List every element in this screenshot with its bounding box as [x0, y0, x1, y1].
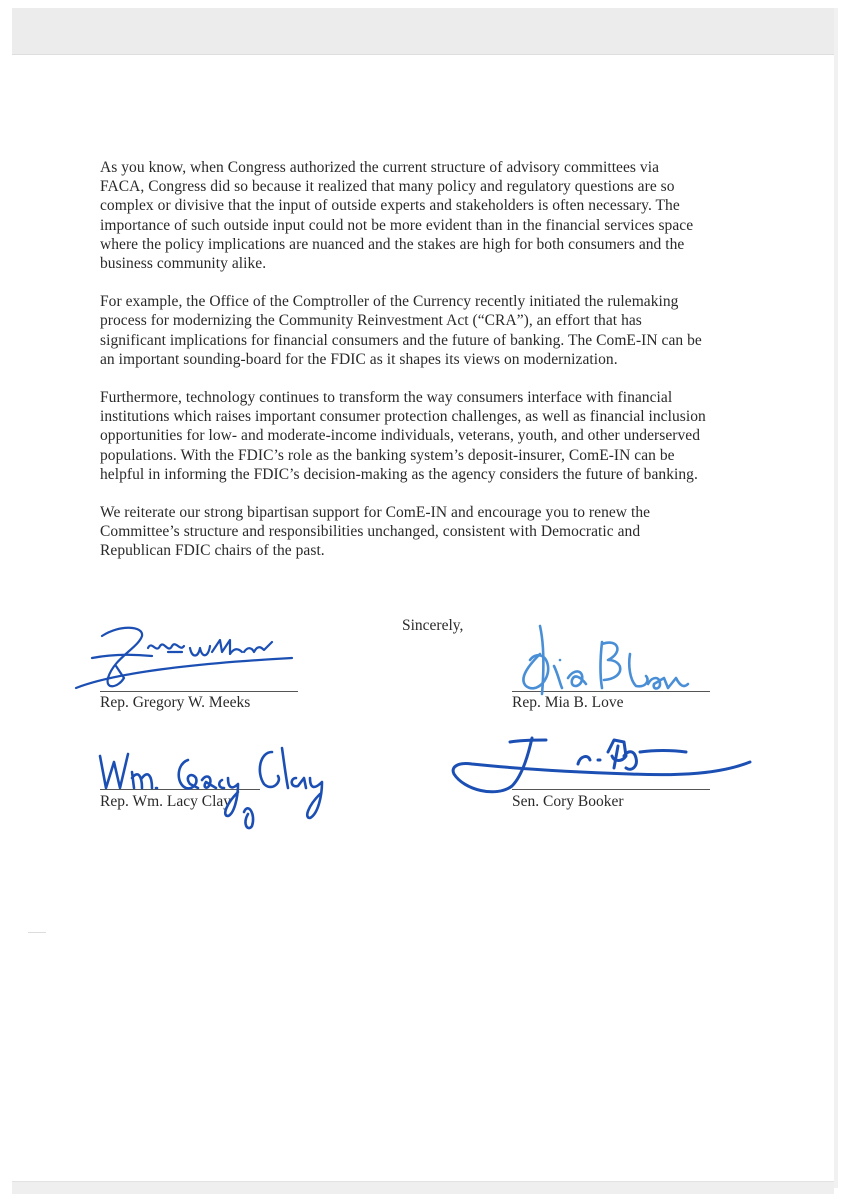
- text-line: complex or divisive that the input of outside experts and stakeholders is often necessary. The: [100, 197, 680, 215]
- signature-clay: [92, 732, 342, 832]
- signer-name-booker: Sen. Cory Booker: [512, 793, 624, 810]
- signer-name-love: Rep. Mia B. Love: [512, 694, 624, 711]
- text-line: Furthermore, technology continues to transform the way consumers interface with financial: [100, 389, 673, 407]
- text-line: helpful in informing the FDIC’s decision-making as the agency considers the future of banking.: [100, 465, 698, 483]
- text-line: business community alike.: [100, 255, 267, 273]
- paragraph-faca: [100, 158, 750, 273]
- text-line: institutions which raises important consumer protection challenges, as well as financial inclusion: [100, 408, 706, 426]
- signature-booker: [450, 732, 760, 802]
- text-line: Republican FDIC chairs of the past.: [100, 542, 325, 560]
- text-line: opportunities for low- and moderate-income individuals, veterans, youth, and other underserved: [100, 427, 700, 445]
- text-line: FACA, Congress did so because it realized that many policy and regulatory questions are so: [100, 178, 675, 196]
- text-line: populations. With the FDIC’s role as the banking system’s deposit-insurer, ComE-IN can be: [100, 446, 675, 464]
- text-line: For example, the Office of the Comptroller of the Currency recently initiated the rulemaking: [100, 293, 679, 311]
- paragraph-technology: [100, 388, 750, 484]
- signer-name-clay: Rep. Wm. Lacy Clay: [100, 793, 232, 810]
- text-line: importance of such outside input could not be more evident than in the financial services space: [100, 216, 694, 234]
- letter-body: [100, 158, 750, 580]
- scan-speck: [28, 932, 46, 933]
- scan-edge-right: [834, 8, 838, 1188]
- text-line: We reiterate our strong bipartisan support for ComE-IN and encourage you to renew the: [100, 504, 651, 522]
- scan-edge-bottom: [12, 1181, 834, 1194]
- closing-salutation: Sincerely,: [402, 617, 464, 634]
- paragraph-cra: [100, 292, 750, 369]
- text-line: As you know, when Congress authorized the current structure of advisory committees via: [100, 159, 659, 176]
- text-line: an important sounding-board for the FDIC as it shapes its views on modernization.: [100, 350, 618, 368]
- scan-edge-top: [12, 8, 834, 55]
- signer-name-meeks: Rep. Gregory W. Meeks: [100, 694, 251, 711]
- signature-love: [500, 614, 690, 714]
- paragraph-support: [100, 503, 750, 561]
- text-line: where the policy implications are nuanced and the stakes are high for both consumers and the: [100, 235, 685, 253]
- text-line: significant implications for financial consumers and the future of banking. The ComE-IN can be: [100, 331, 702, 349]
- text-line: Committee’s structure and responsibilities unchanged, consistent with Democratic and: [100, 523, 641, 541]
- signature-meeks: [72, 618, 302, 698]
- text-line: process for modernizing the Community Reinvestment Act (“CRA”), an effort that has: [100, 312, 642, 330]
